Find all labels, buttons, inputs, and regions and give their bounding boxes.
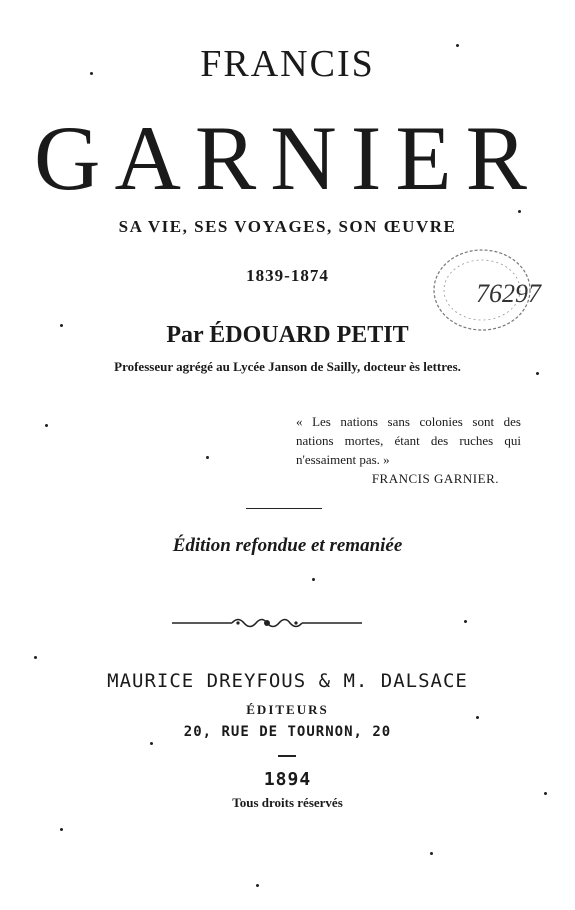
speck [60,828,63,831]
stamp-number: 76297 [476,279,541,308]
title-last-name: GARNIER [34,107,541,209]
author-line: Par ÉDOUARD PETIT [166,322,409,348]
author-affiliation: Professeur agrégé au Lycée Janson de Sailly, docteur ès lettres. [114,359,461,374]
speck [476,716,479,719]
speck [150,742,153,745]
speck [312,578,315,581]
publication-year: 1894 [263,769,312,790]
speck [456,44,459,47]
ornament-divider-icon [172,612,362,634]
life-dates: 1839-1874 [246,266,329,285]
title-first-name: FRANCIS [200,43,375,85]
rights-notice: Tous droits réservés [232,795,343,810]
speck [90,72,93,75]
edition-note: Édition refondue et remaniée [172,535,403,556]
speck [206,456,209,459]
short-dash [278,755,296,757]
speck [34,656,37,659]
library-stamp [428,240,568,344]
speck [60,324,63,327]
publisher-role: ÉDITEURS [246,702,329,717]
publisher-address: 20, RUE DE TOURNON, 20 [183,724,392,740]
epigraph [296,412,521,488]
speck [536,372,539,375]
speck [544,792,547,795]
speck [518,210,521,213]
subtitle: SA VIE, SES VOYAGES, SON ŒUVRE [118,217,457,236]
epigraph-attribution: FRANCIS GARNIER. [371,471,499,486]
divider-rule [246,508,322,509]
stamp-seal-icon [428,240,568,344]
speck [464,620,467,623]
speck [45,424,48,427]
publisher-name: MAURICE DREYFOUS & M. DALSACE [107,670,468,692]
speck [430,852,433,855]
epigraph-quote: « Les nations sans colonies sont des nations mortes, étant des ruches qui n'essaiment pas. » [296,414,521,467]
speck [256,884,259,887]
